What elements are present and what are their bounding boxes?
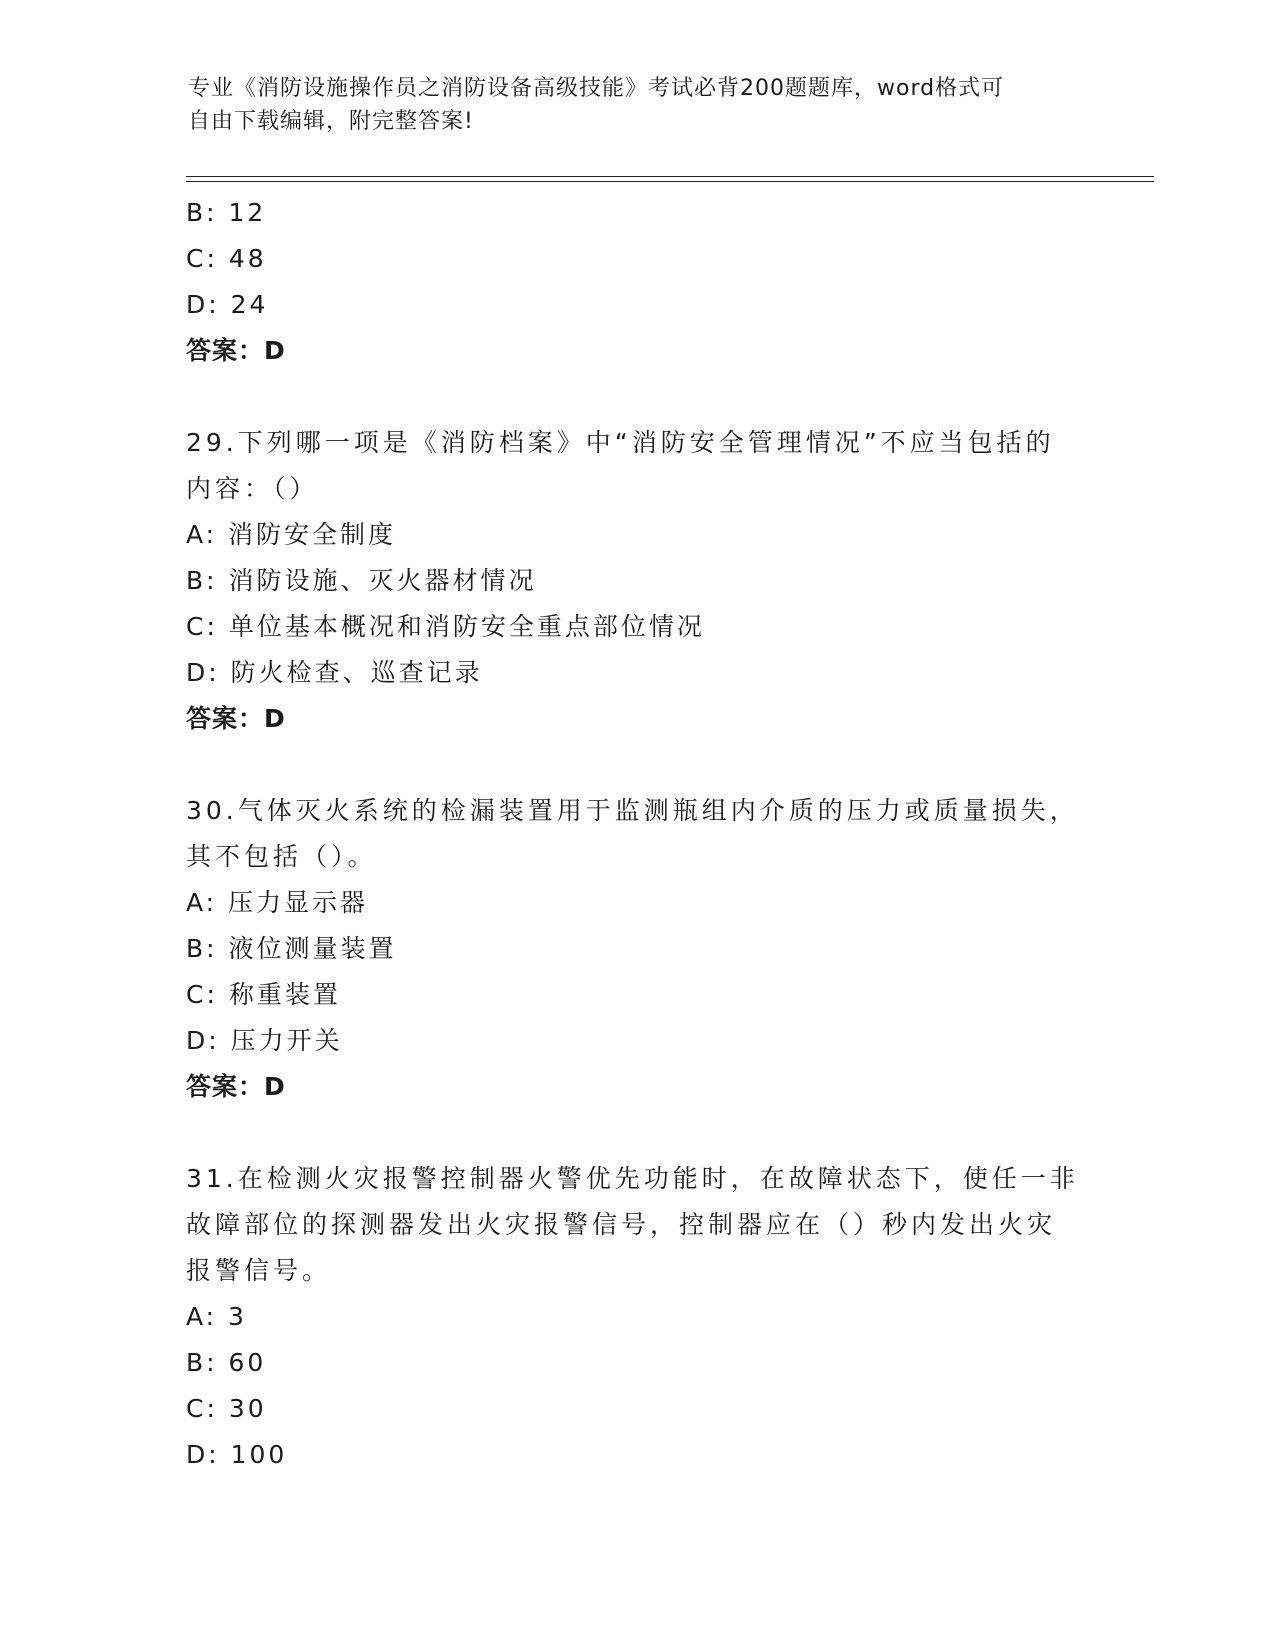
option-b: B: 消防设施、灭火器材情况 xyxy=(186,566,537,595)
option-c: C: 单位基本概况和消防安全重点部位情况 xyxy=(186,612,705,641)
question-block-29 xyxy=(186,420,1086,742)
question-text-line: 内容：（） xyxy=(186,474,319,503)
option-c: C: 称重装置 xyxy=(186,980,341,1009)
question-content xyxy=(186,190,1086,1478)
option-a: A: 压力显示器 xyxy=(186,888,369,917)
option-d: D: 压力开关 xyxy=(186,1026,343,1055)
option-c: C: 30 xyxy=(186,1394,267,1423)
option-b: B: 60 xyxy=(186,1348,267,1377)
question-text-line: 报警信号。 xyxy=(186,1256,332,1285)
header-divider-bottom xyxy=(186,181,1154,182)
option-b: B: 12 xyxy=(186,198,267,227)
header-divider-top xyxy=(186,176,1154,177)
header-line-2: 自由下载编辑，附完整答案! xyxy=(188,109,474,134)
option-b: B: 液位测量装置 xyxy=(186,934,397,963)
document-header xyxy=(188,72,1068,138)
question-text-line: 29.下列哪一项是《消防档案》中“消防安全管理情况”不应当包括的 xyxy=(186,428,1055,457)
question-text-line: 31.在检测火灾报警控制器火警优先功能时，在故障状态下，使任一非 xyxy=(186,1164,1079,1193)
answer-line: 答案：D xyxy=(186,336,286,365)
question-block-31 xyxy=(186,1156,1086,1478)
option-d: D: 防火检查、巡查记录 xyxy=(186,658,483,687)
question-text-line: 其不包括（）。 xyxy=(186,842,377,871)
option-a: A: 3 xyxy=(186,1302,247,1331)
option-c: C: 48 xyxy=(186,244,267,273)
option-a: A: 消防安全制度 xyxy=(186,520,397,549)
header-line-1: 专业《消防设施操作员之消防设备高级技能》考试必背200题题库，word格式可 xyxy=(188,76,1005,101)
question-text-line: 30.气体灭火系统的检漏装置用于监测瓶组内介质的压力或质量损失， xyxy=(186,796,1079,825)
option-d: D: 24 xyxy=(186,290,269,319)
answer-line: 答案：D xyxy=(186,704,286,733)
prev-question-block xyxy=(186,190,1086,374)
question-text-line: 故障部位的探测器发出火灾报警信号，控制器应在（）秒内发出火灾 xyxy=(186,1210,1057,1239)
option-d: D: 100 xyxy=(186,1440,288,1469)
answer-line: 答案：D xyxy=(186,1072,286,1101)
question-block-30 xyxy=(186,788,1086,1110)
